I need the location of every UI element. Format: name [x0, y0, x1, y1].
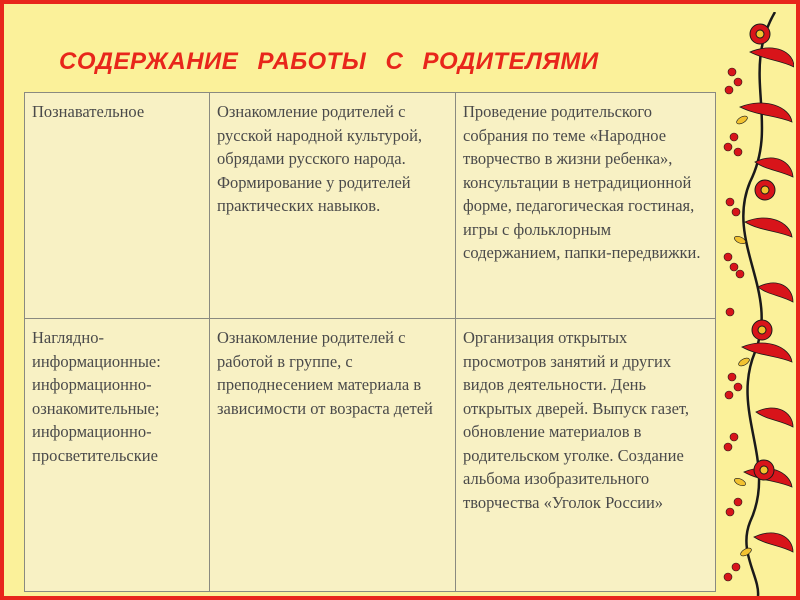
table-cell-content: Ознакомление родителей с работой в группе, с преподнесением материала в зависимости от возраста детей: [210, 319, 456, 592]
table-cell-activities: Проведение родительского собрания по теме «Народное творчество в жизни ребенка», консультации в нетрадиционной форме, педагогическая гостиная, игры с фольклорным содержанием, папки-передвижки.: [456, 93, 716, 319]
work-with-parents-table: [24, 92, 716, 592]
slide-title: СОДЕРЖАНИЕ РАБОТЫ С РОДИТЕЛЯМИ: [59, 48, 599, 75]
table-cell-form: Познавательное: [25, 93, 210, 319]
table-cell-activities: Организация открытых просмотров занятий и других видов деятельности. День открытых дверей. Выпуск газет, обновление материалов в родительском уголке. Создание альбома изобразительного творчества «Уголок России»: [456, 319, 716, 592]
table-cell-content: Ознакомление родителей с русской народной культурой, обрядами русского народа. Формирование у родителей практических навыков.: [210, 93, 456, 319]
table-cell-form: Наглядно-информационные: информационно-ознакомительные; информационно-просветительские: [25, 319, 210, 592]
table-row: [25, 319, 716, 592]
khokhloma-ornament: [720, 12, 794, 596]
table-row: [25, 93, 716, 319]
